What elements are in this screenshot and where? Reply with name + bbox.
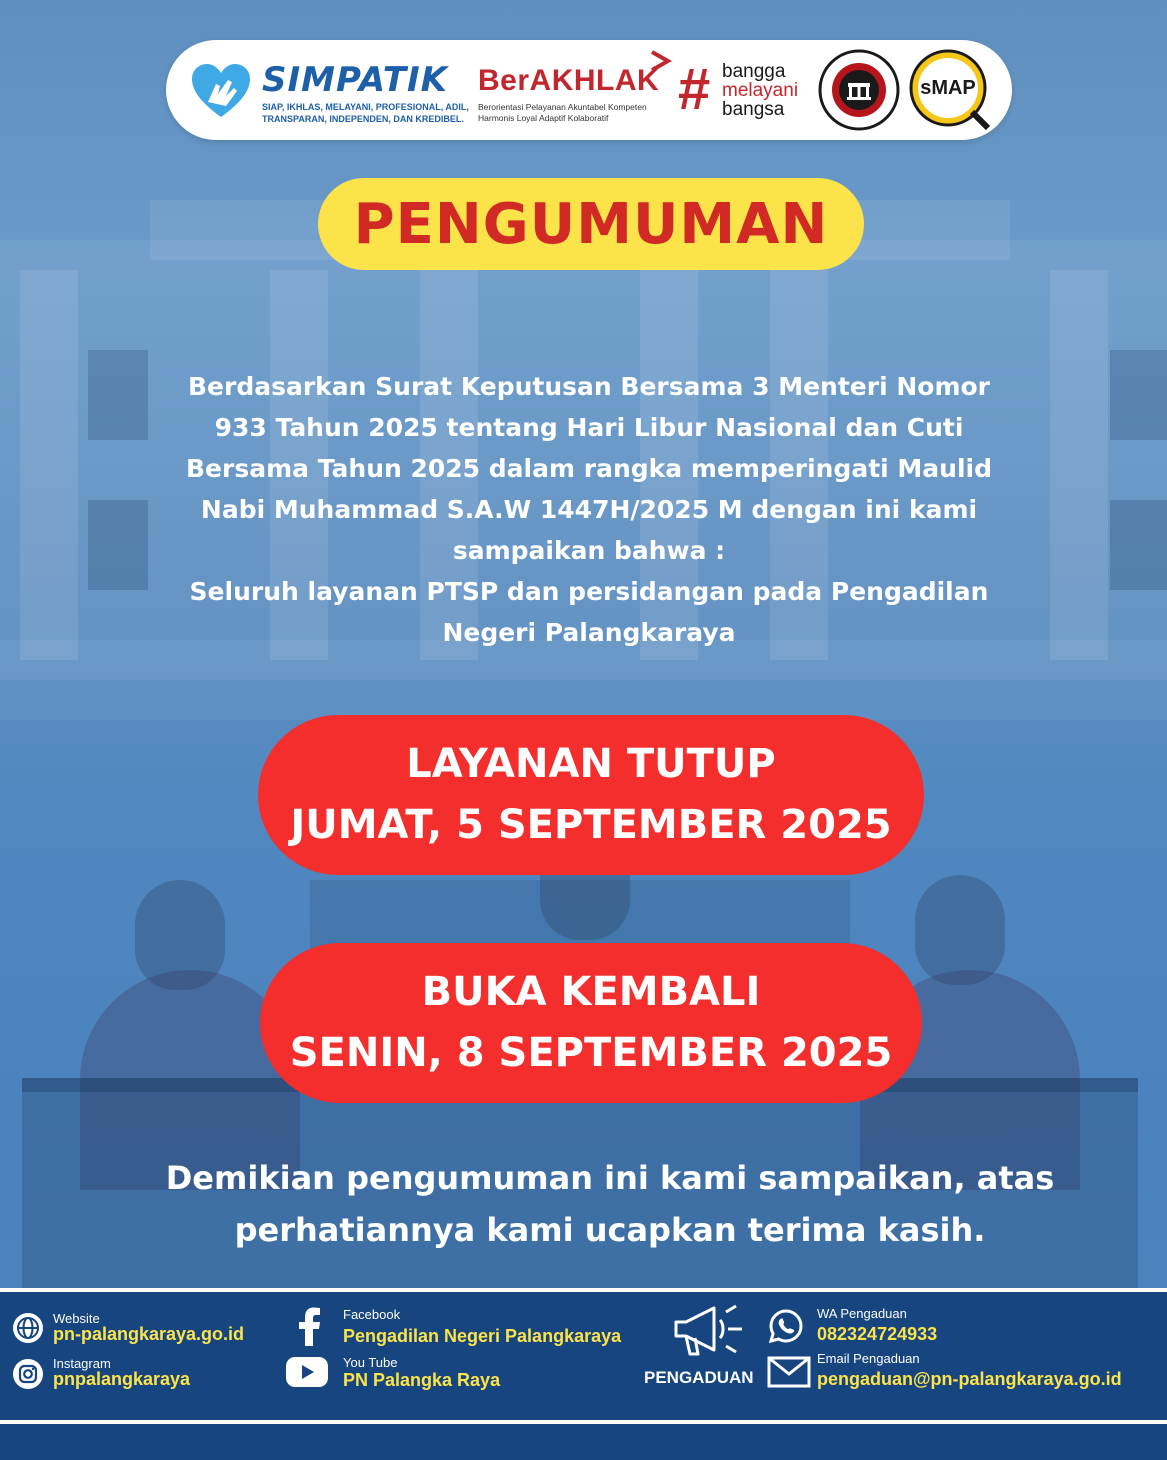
hashtag-icon: #: [678, 57, 711, 122]
contact-footer: [0, 1288, 1167, 1460]
wa-caption: WA Pengaduan: [817, 1306, 907, 1321]
service-reopen-banner: [260, 943, 922, 1103]
background-window: [88, 500, 148, 590]
bangga-line1: bangga: [722, 61, 786, 82]
facebook-link[interactable]: Pengadilan Negeri Palangkaraya: [343, 1326, 622, 1346]
closing-line: Demikian pengumuman ini kami sampaikan, atas: [165, 1159, 1055, 1197]
youtube-icon: [285, 1356, 329, 1388]
service-closed-date: JUMAT, 5 SEPTEMBER 2025: [290, 802, 892, 848]
background-pillar: [20, 270, 78, 660]
service-closed-banner: [258, 715, 924, 875]
wa-number[interactable]: 082324724933: [817, 1324, 938, 1344]
youtube-caption: You Tube: [343, 1355, 398, 1370]
bangga-melayani-bangsa: [722, 62, 798, 119]
page-title: PENGUMUMAN: [353, 191, 829, 257]
simpatik-title: SIMPATIK: [262, 60, 449, 100]
title-banner: [318, 178, 864, 270]
bangga-line2: melayani: [722, 80, 799, 101]
announcement-body: [150, 366, 1028, 653]
background-window: [1110, 350, 1167, 440]
bangga-line3: bangsa: [722, 99, 785, 120]
website-caption: Website: [53, 1311, 100, 1326]
pengaduan-label: PENGADUAN: [644, 1368, 754, 1387]
chevron-right-icon: [648, 50, 672, 72]
closing-statement: [100, 1152, 1120, 1256]
body-line: Seluruh layanan PTSP dan persidangan pada Pengadilan: [189, 577, 989, 606]
instagram-icon: [12, 1358, 44, 1390]
body-line: Berdasarkan Surat Keputusan Bersama 3 Menteri Nomor: [187, 372, 991, 401]
website-link[interactable]: pn-palangkaraya.go.id: [53, 1324, 245, 1344]
closing-line: perhatiannya kami ucapkan terima kasih.: [234, 1211, 986, 1249]
simpatik-logo-icon: [190, 62, 252, 120]
berakhlak-tagline: Berorientasi Pelayanan Akuntabel Kompeten Harmonis Loyal Adaptif Kolaboratif: [478, 102, 647, 123]
footer-divider: [0, 1420, 1167, 1424]
background-person-right: [915, 875, 1005, 985]
service-reopen-date: SENIN, 8 SEPTEMBER 2025: [289, 1030, 893, 1076]
logo-bar: [166, 40, 1012, 140]
megaphone-icon: [666, 1298, 746, 1362]
facebook-caption: Facebook: [343, 1307, 401, 1322]
smap-seal: [908, 48, 992, 132]
body-line: Bersama Tahun 2025 dalam rangka memperingati Maulid: [185, 454, 993, 483]
body-line: sampaikan bahwa :: [452, 536, 726, 565]
globe-icon: [12, 1312, 44, 1344]
simpatik-tagline: SIAP, IKHLAS, MELAYANI, PROFESIONAL, ADIL, TRANSPARAN, INDEPENDEN, DAN KREDIBEL.: [262, 102, 469, 124]
envelope-icon: [767, 1356, 811, 1388]
svg-text:sMAP: sMAP: [920, 77, 976, 99]
youtube-link[interactable]: PN Palangka Raya: [343, 1370, 501, 1390]
facebook-icon: [294, 1306, 324, 1346]
body-line: 933 Tahun 2025 tentang Hari Libur Nasional dan Cuti: [214, 413, 964, 442]
email-address[interactable]: pengaduan@pn-palangkaraya.go.id: [817, 1369, 1122, 1389]
background-window: [88, 350, 148, 440]
background-pillar: [1050, 270, 1108, 660]
instagram-link[interactable]: pnpalangkaraya: [53, 1369, 191, 1389]
body-line: Negeri Palangkaraya: [442, 618, 736, 647]
service-closed-label: LAYANAN TUTUP: [406, 741, 776, 787]
email-caption: Email Pengaduan: [817, 1351, 920, 1366]
service-reopen-label: BUKA KEMBALI: [421, 969, 761, 1015]
background-window: [1110, 500, 1167, 590]
instagram-caption: Instagram: [53, 1356, 111, 1371]
sertifikasi-mutu-seal: [818, 49, 900, 131]
berakhlak-title: BerAKHLAK: [478, 64, 660, 97]
body-line: Nabi Muhammad S.A.W 1447H/2025 M dengan ini kami: [200, 495, 978, 524]
whatsapp-icon: [768, 1308, 804, 1344]
